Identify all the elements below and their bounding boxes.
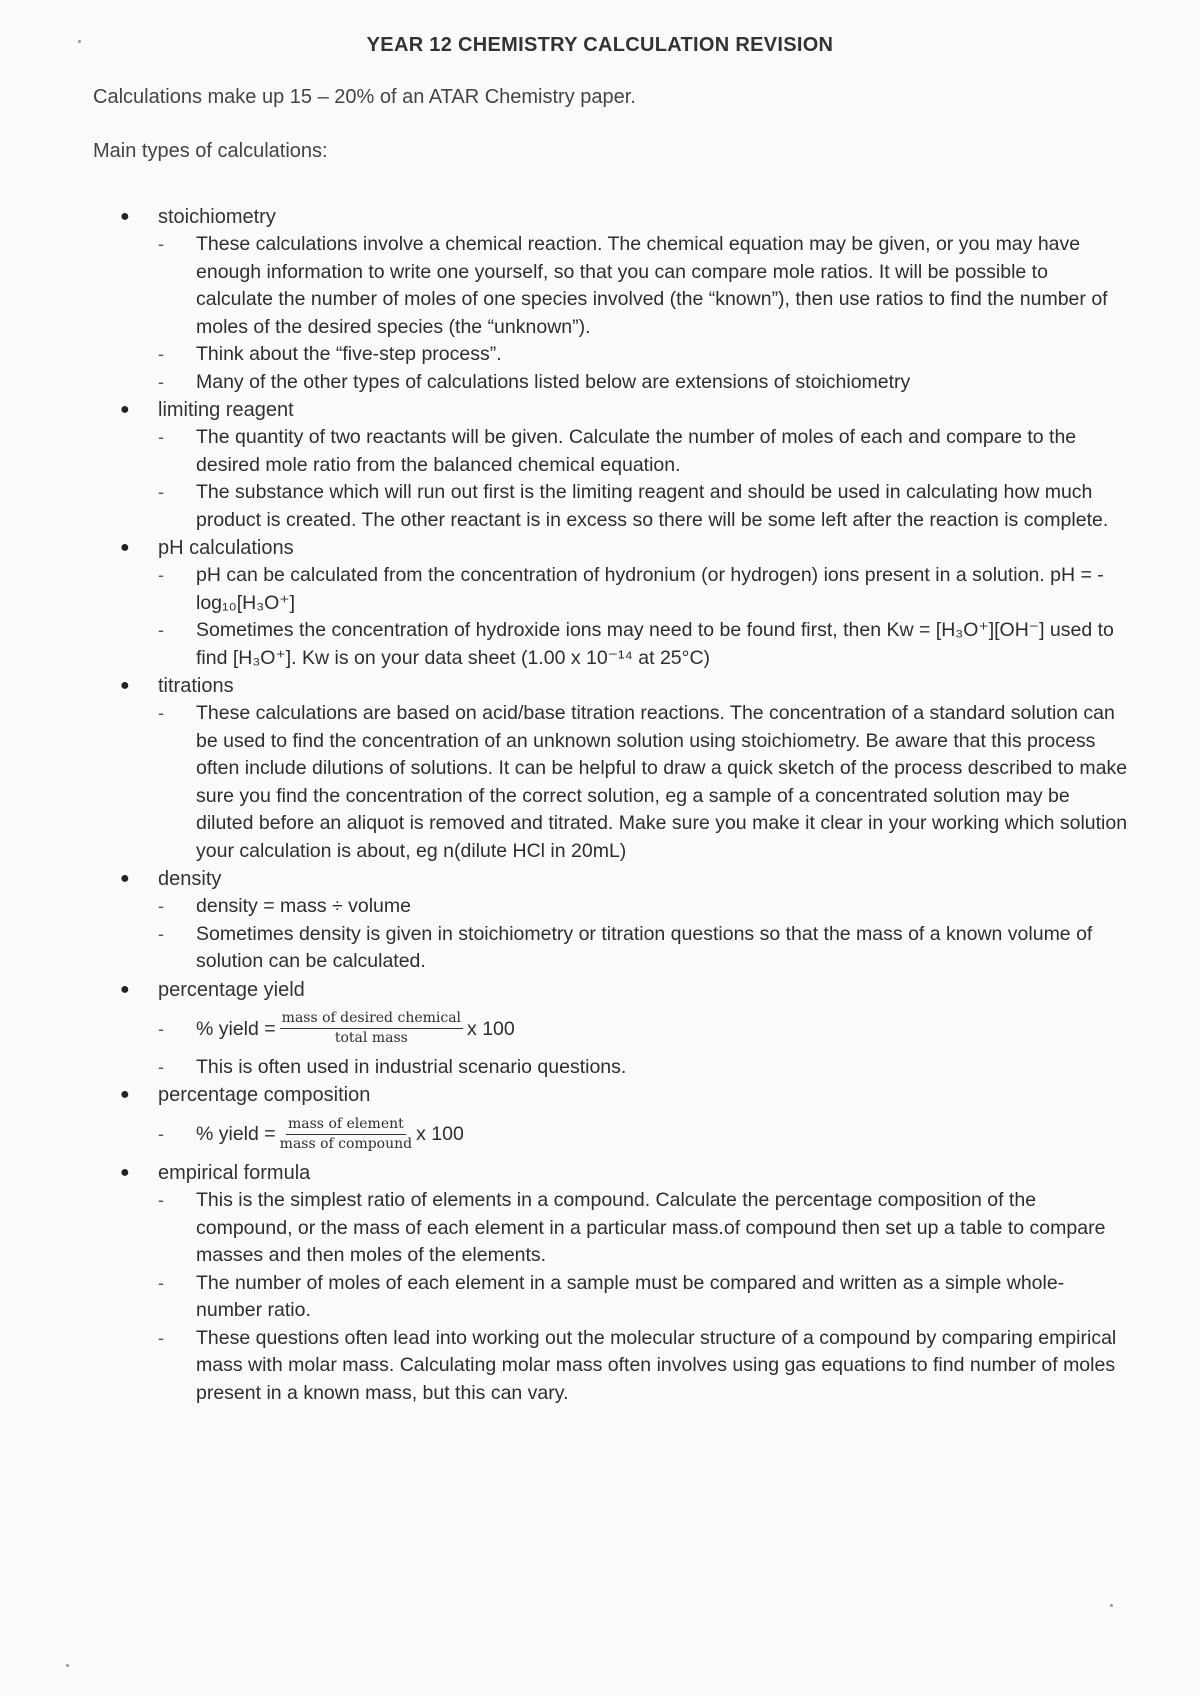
list-item-stoichiometry [120, 203, 1130, 396]
item-label: percentage yield [158, 978, 305, 1001]
formula-suffix: x 100 [467, 1017, 515, 1040]
list-item-empirical-formula [120, 1159, 1130, 1407]
main-types-heading: Main types of calculations: [93, 140, 328, 162]
sub-item [120, 1270, 1130, 1325]
dash-icon: - [158, 1327, 164, 1348]
sub-item-text: The quantity of two reactants will be given. Calculate the number of moles of each and compare to the desired mole ratio from the balanced chemical equation. [196, 426, 1077, 476]
sub-item [120, 231, 1130, 341]
dash-icon: - [158, 1056, 164, 1077]
dash-icon: - [158, 234, 164, 254]
item-label: percentage composition [158, 1084, 371, 1106]
dash-icon: - [158, 896, 164, 916]
dash-icon: - [158, 703, 164, 723]
calculation-types-list [120, 203, 1130, 1407]
intro-text: Calculations make up 15 – 20% of an ATAR Chemistry paper. [93, 86, 636, 108]
formula-row [120, 1004, 1130, 1054]
sub-item [120, 1054, 1130, 1082]
list-item-ph-calculations [120, 534, 1130, 672]
formula-denominator: total mass [334, 1030, 408, 1046]
scan-speck [1110, 1604, 1113, 1607]
page-title: YEAR 12 CHEMISTRY CALCULATION REVISION [366, 34, 834, 56]
formula-fraction [280, 1116, 412, 1153]
item-label: titrations [158, 675, 234, 697]
dash-icon: - [158, 565, 164, 585]
scan-speck [78, 40, 81, 43]
sub-item-text: density = mass ÷ volume [196, 895, 411, 917]
dash-icon: - [158, 371, 164, 392]
formula-numerator: mass of element [286, 1116, 406, 1135]
list-item-titrations [120, 672, 1130, 865]
sub-item [120, 1187, 1130, 1270]
dash-icon: - [158, 1124, 164, 1144]
item-label: limiting reagent [158, 399, 294, 421]
sub-item [120, 1325, 1130, 1408]
bullet-icon: ● [120, 401, 130, 418]
bullet-icon: ● [120, 1164, 130, 1181]
sub-item [120, 700, 1130, 865]
sub-item [120, 562, 1130, 617]
dash-icon: - [158, 923, 164, 944]
sub-item [120, 893, 1130, 921]
formula-prefix: % yield = [196, 1123, 276, 1145]
bullet-icon: ● [120, 1086, 130, 1103]
dash-icon: - [158, 1190, 164, 1210]
formula-prefix: % yield = [196, 1017, 276, 1040]
sub-item-text: pH can be calculated from the concentration of hydronium (or hydrogen) ions present in a solution. pH = -log₁₀[H₃O⁺] [196, 564, 1104, 614]
item-label: pH calculations [158, 537, 294, 559]
list-item-percentage-composition [120, 1081, 1130, 1159]
sub-item [120, 424, 1130, 479]
sub-item-text: This is often used in industrial scenario questions. [196, 1055, 627, 1078]
scan-speck [66, 1664, 69, 1667]
bullet-icon: ● [120, 870, 130, 887]
item-label: empirical formula [158, 1162, 311, 1184]
list-item-limiting-reagent [120, 396, 1130, 534]
bullet-icon: ● [120, 677, 130, 694]
formula-row [120, 1109, 1130, 1159]
sub-item [120, 369, 1130, 397]
sub-item-text: Many of the other types of calculations listed below are extensions of stoichiometry [196, 370, 911, 393]
sub-item-text: The substance which will run out first is the limiting reagent and should be used in calculating how much product is created. The other reactant is in excess so there will be some left after the reaction is complete. [196, 481, 1109, 531]
percentage-yield-formula [196, 1004, 1130, 1054]
dash-icon: - [158, 1018, 164, 1039]
sub-item [120, 617, 1130, 672]
sub-item-text: The number of moles of each element in a sample must be compared and written as a simple whole-number ratio. [196, 1271, 1065, 1321]
sub-item-text: These calculations involve a chemical reaction. The chemical equation may be given, or you may have enough information to write one yourself, so that you can compare mole ratios. It will be possible to calculate the number of moles of one species involved (the “known”), then use ratios to find the number of moles of the desired species (the “unknown”). [196, 233, 1108, 338]
dash-icon: - [158, 482, 164, 502]
percentage-composition-formula [196, 1109, 1130, 1159]
formula-fraction [280, 1010, 463, 1047]
sub-item [120, 479, 1130, 534]
sub-item [120, 341, 1130, 369]
sub-item-text: Think about the “five-step process”. [196, 343, 502, 365]
formula-suffix: x 100 [416, 1123, 464, 1145]
bullet-icon: ● [120, 208, 130, 225]
sub-item-text: These questions often lead into working out the molecular structure of a compound by comparing empirical mass with molar mass. Calculating molar mass often involves using gas equations to find number of moles present in a known mass, but this can vary. [196, 1326, 1117, 1404]
dash-icon: - [158, 620, 164, 640]
dash-icon: - [158, 1272, 164, 1293]
item-label: density [158, 868, 222, 890]
item-label: stoichiometry [158, 206, 276, 228]
list-item-density [120, 865, 1130, 976]
formula-denominator: mass of compound [279, 1135, 413, 1152]
sub-item-text: Sometimes the concentration of hydroxide ions may need to be found first, then Kw = [H₃O⁺][OH⁻] used to find [H₃O⁺]. Kw is on your data sheet (1.00 x 10⁻¹⁴ at 25°C) [196, 619, 1114, 669]
sub-item [120, 921, 1130, 976]
sub-item-text: This is the simplest ratio of elements in a compound. Calculate the percentage composition of the compound, or the mass of each element in a particular mass.of compound then set up a table to compare masses and then moles of the elements. [196, 1189, 1106, 1266]
bullet-icon: ● [120, 980, 130, 998]
formula-numerator: mass of desired chemical [280, 1010, 463, 1029]
sub-item-text: These calculations are based on acid/base titration reactions. The concentration of a standard solution can be used to find the concentration of an unknown solution using stoichiometry. Be aware that this process often include dilutions of solutions. It can be helpful to draw a quick sketch of the process described to make sure you find the concentration of the correct solution, eg a sample of a concentrated solution may be diluted before an aliquot is removed and titrated. Make sure you make it clear in your working which solution your calculation is about, eg n(dilute HCl in 20mL) [196, 702, 1128, 862]
dash-icon: - [158, 427, 164, 447]
dash-icon: - [158, 344, 164, 364]
list-item-percentage-yield [120, 976, 1130, 1082]
sub-item-text: Sometimes density is given in stoichiometry or titration questions so that the mass of a known volume of solution can be calculated. [196, 922, 1093, 972]
bullet-icon: ● [120, 539, 130, 556]
